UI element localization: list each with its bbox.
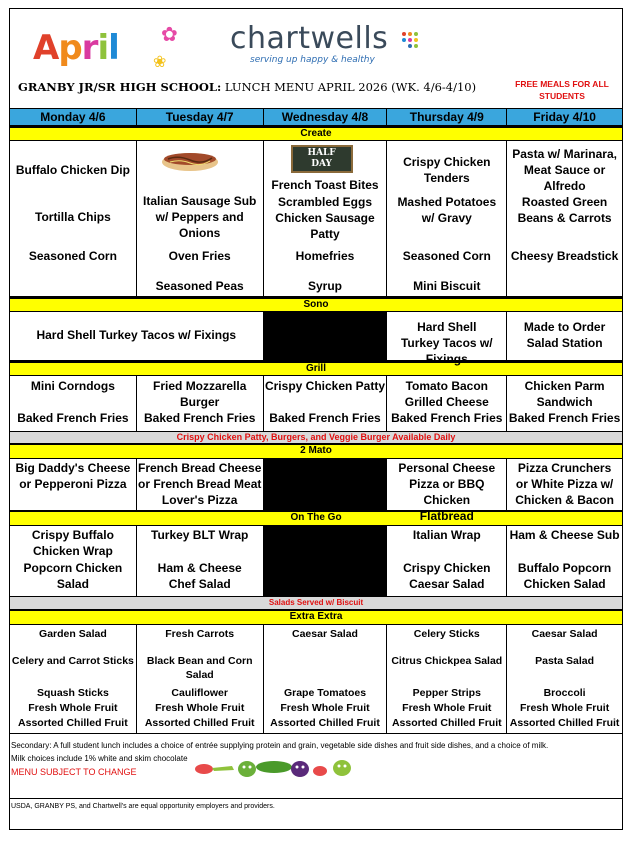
grill-daily-note: Crispy Chicken Patty, Burgers, and Veggie Burger Available Daily: [9, 432, 623, 444]
station-extra-extra: Extra Extra: [9, 610, 623, 625]
sono-friday: Made to Order Salad Station: [507, 312, 623, 361]
extra-row: [9, 625, 623, 734]
april-wordmark: April: [33, 28, 119, 68]
create-thursday: Crispy Chicken Tenders Mashed Potatoes w/ Gravy Seasoned Corn Mini Biscuit: [387, 141, 507, 297]
mato-thursday: Personal Cheese Pizza or BBQ Chicken Flatbread: [387, 459, 507, 511]
menu-title: GRANBY JR/SR HIGH SCHOOL: LUNCH MENU APRIL 2026 (WK. 4/6-4/10): [18, 80, 477, 94]
station-create: Create: [9, 126, 623, 141]
salad-biscuit-note: Salads Served w/ Biscuit: [9, 597, 623, 610]
secondary-lunch-note: Secondary: A full student lunch includes a choice of entrée supplying protein and grain, vegetable side dishes and fruit side dishes, and a choice of milk.: [11, 741, 549, 750]
mato-tuesday: French Bread Cheese or French Bread Meat Lover's Pizza: [137, 459, 264, 511]
sono-wednesday-closed: [264, 312, 388, 361]
grill-wednesday: Crispy Chicken Patty Baked French Fries: [264, 376, 388, 432]
grill-friday: Chicken Parm Sandwich Baked French Fries: [507, 376, 623, 432]
extra-friday: Caesar Salad Pasta Salad Broccoli Fresh Whole Fruit Assorted Chilled Fruit: [507, 625, 623, 734]
equal-opportunity-note: USDA, GRANBY PS, and Chartwell's are equal opportunity employers and providers.: [11, 803, 275, 810]
butterfly-icon: ✿: [161, 24, 178, 46]
create-monday: Buffalo Chicken Dip Tortilla Chips Seasoned Corn: [10, 141, 137, 297]
day-header: Wednesday 4/8: [264, 108, 388, 126]
onthego-thursday: Italian Wrap Crispy Chicken Caesar Salad: [387, 526, 507, 597]
create-wednesday: HALF DAY French Toast Bites Scrambled Eggs Chicken Sausage Patty Homefries Syrup: [264, 141, 388, 297]
onthego-wednesday-closed: [264, 526, 388, 597]
extra-monday: Garden Salad Celery and Carrot Sticks Squash Sticks Fresh Whole Fruit Assorted Chilled Fruit: [10, 625, 137, 734]
menu-subject-note: MENU SUBJECT TO CHANGE: [11, 767, 137, 777]
brand-dots-icon: [402, 32, 418, 52]
brand-name: chartwells: [230, 21, 389, 56]
menu-table: [9, 108, 623, 734]
mato-wednesday-closed: [264, 459, 388, 511]
half-day-sign: HALF DAY: [291, 145, 353, 173]
sono-row: [9, 312, 623, 366]
create-tuesday: Italian Sausage Sub w/ Peppers and Onions Oven Fries Seasoned Peas: [137, 141, 264, 297]
create-friday: Pasta w/ Marinara, Meat Sauce or Alfredo Roasted Green Beans & Carrots Cheesy Breadstick: [507, 141, 623, 297]
day-header: Friday 4/10: [507, 108, 623, 126]
grill-monday: Mini Corndogs Baked French Fries: [10, 376, 137, 432]
sausage-sub-image: [160, 147, 220, 173]
onthego-tuesday: Turkey BLT Wrap Ham & Cheese Chef Salad: [137, 526, 264, 597]
day-header-row: [9, 108, 623, 126]
onthego-monday: Crispy Buffalo Chicken Wrap Popcorn Chicken Salad: [10, 526, 137, 597]
brand-tagline: serving up happy & healthy: [250, 55, 375, 65]
mato-monday: Big Daddy's Cheese or Pepperoni Pizza: [10, 459, 137, 511]
onthego-friday: Ham & Cheese Sub Buffalo Popcorn Chicken Salad: [507, 526, 623, 597]
day-header: Monday 4/6: [10, 108, 137, 126]
station-on-the-go: On The Go: [9, 511, 623, 526]
onthego-row: [9, 526, 623, 597]
mato-friday: Pizza Crunchers or White Pizza w/ Chicken & Bacon: [507, 459, 623, 511]
day-header: Thursday 4/9: [387, 108, 507, 126]
create-row: [9, 141, 623, 297]
grill-thursday: Tomato Bacon Grilled Cheese Baked French Fries: [387, 376, 507, 432]
april-logo: [33, 26, 183, 70]
veggie-characters-image: [192, 756, 362, 780]
station-2mato: 2 Mato: [9, 444, 623, 459]
extra-tuesday: Fresh Carrots Black Bean and Corn Salad Cauliflower Fresh Whole Fruit Assorted Chilled Fruit: [137, 625, 264, 734]
day-header: Tuesday 4/7: [137, 108, 264, 126]
sono-thursday: Hard Shell Turkey Tacos w/ Fixings: [387, 312, 507, 361]
extra-wednesday: Caesar Salad Grape Tomatoes Fresh Whole Fruit Assorted Chilled Fruit: [264, 625, 388, 734]
footer-divider: [9, 798, 623, 799]
sono-monday-tuesday: Hard Shell Turkey Tacos w/ Fixings: [10, 312, 264, 361]
milk-choices-note: Milk choices include 1% white and skim chocolate: [11, 754, 188, 763]
free-meals-note: FREE MEALS FOR ALL STUDENTS: [515, 79, 609, 101]
extra-thursday: Celery Sticks Citrus Chickpea Salad Pepper Strips Fresh Whole Fruit Assorted Chilled Fruit: [387, 625, 507, 734]
station-grill: Grill: [9, 361, 623, 376]
grill-tuesday: Fried Mozzarella Burger Baked French Fries: [137, 376, 264, 432]
station-sono: Sono: [9, 297, 623, 312]
grill-row: [9, 376, 623, 432]
flower-icon: ❀: [153, 54, 167, 71]
